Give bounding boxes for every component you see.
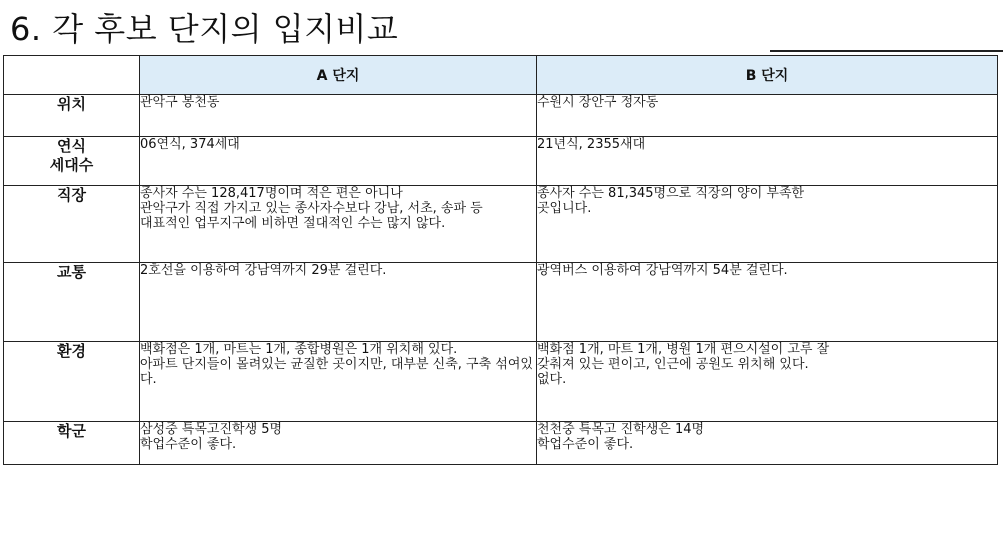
cell-a-school: 삼성중 특목고진학생 5명 학업수준이 좋다.	[140, 422, 537, 465]
cell-a-environment: 백화점은 1개, 마트는 1개, 종합병원은 1개 위치해 있다. 아파트 단지들이 몰려있는 균질한 곳이지만, 대부분 신축, 구축 섞여있다.	[140, 342, 537, 422]
row-label-school: 학군	[4, 422, 140, 465]
table-header-row	[4, 56, 998, 95]
table-row	[4, 263, 998, 342]
cell-a-location: 관악구 봉천동	[140, 95, 537, 137]
cell-b-jobs: 종사자 수는 81,345명으로 직장의 양이 부족한 곳입니다.	[537, 186, 998, 263]
table-row	[4, 422, 998, 465]
cell-b-age-households: 21년식, 2355새대	[537, 137, 998, 186]
row-label-location: 위치	[4, 95, 140, 137]
comparison-table	[3, 55, 998, 465]
page-title: 6. 각 후보 단지의 입지비교	[10, 10, 399, 48]
table-row	[4, 186, 998, 263]
table-row	[4, 95, 998, 137]
table-row	[4, 342, 998, 422]
table-row	[4, 137, 998, 186]
row-label-jobs: 직장	[4, 186, 140, 263]
cell-b-environment: 백화점 1개, 마트 1개, 병원 1개 편으시설이 고루 잘 갖춰져 있는 편이고, 인근에 공원도 위치해 있다. 없다.	[537, 342, 998, 422]
header-corner-cell	[4, 56, 140, 95]
header-complex-b: B 단지	[537, 56, 998, 95]
cell-b-transport: 광역버스 이용하여 강남역까지 54분 걸린다.	[537, 263, 998, 342]
row-label-environment: 환경	[4, 342, 140, 422]
cell-b-location: 수원시 장안구 정자동	[537, 95, 998, 137]
cell-a-jobs: 종사자 수는 128,417명이며 적은 편은 아니나 관악구가 직접 가지고 있는 종사자수보다 강남, 서초, 송파 등 대표적인 업무지구에 비하면 절대적인 수는 많지 않다.	[140, 186, 537, 263]
cell-a-transport: 2호선을 이용하여 강남역까지 29분 걸린다.	[140, 263, 537, 342]
cell-a-age-households: 06연식, 374세대	[140, 137, 537, 186]
title-divider	[770, 50, 1003, 52]
cell-b-school: 천천중 특목고 진학생은 14명 학업수준이 좋다.	[537, 422, 998, 465]
row-label-transport: 교통	[4, 263, 140, 342]
header-complex-a: A 단지	[140, 56, 537, 95]
row-label-age-households: 연식 세대수	[4, 137, 140, 186]
